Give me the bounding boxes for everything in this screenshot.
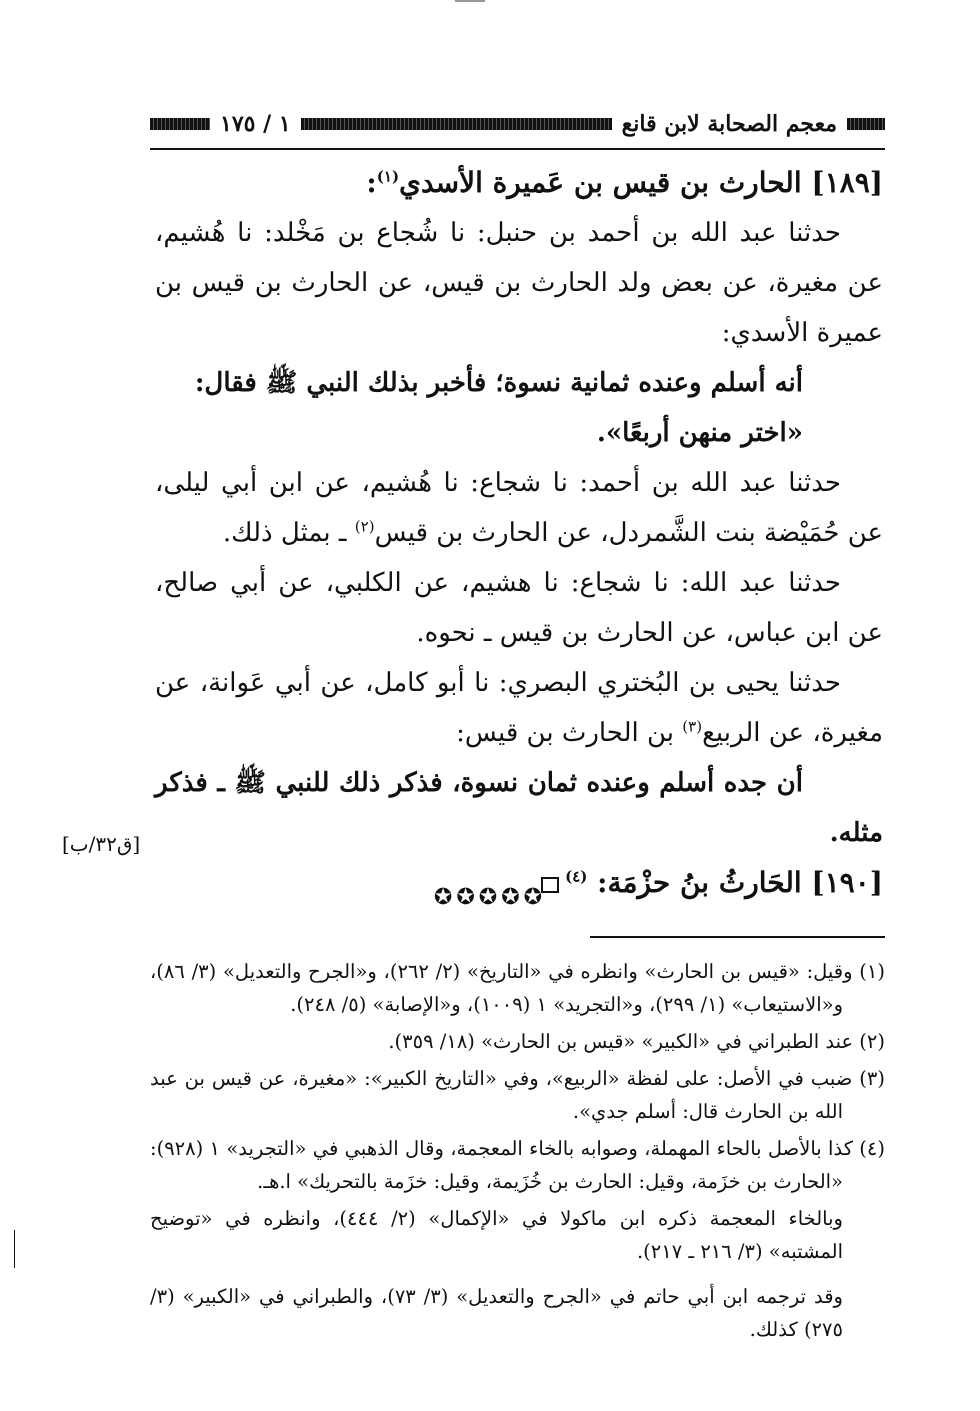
page-number: ١ / ١٧٥: [220, 111, 291, 137]
header-rule: [150, 148, 885, 150]
header-ornament: [150, 118, 210, 130]
main-text: [155, 158, 883, 908]
hadith-quote: «اختر منهن أربعًا».: [596, 418, 803, 448]
entry-heading: [١٩٠] الحَارثُ بنُ حزْمَة: $^{(٤)}$: [155, 858, 883, 908]
header-title: معجم الصحابة لابن قانع: [621, 111, 837, 137]
scan-mark: [455, 0, 485, 2]
manuscript-folio-note: [ق٣٢/ب]: [62, 832, 141, 856]
section-separator: ✪✪✪✪✪: [433, 885, 547, 910]
footnote-ref: (٣): [682, 717, 703, 736]
footnote: (٢) عند الطبراني في «الكبير» «قيس بن الحارث» (١٨/ ٣٥٩).: [388, 1030, 885, 1053]
paragraph: حدثنا عبد الله بن أحمد بن حنبل: نا شُجاع بن مَخْلد: نا هُشيم، عن مغيرة، عن بعض ولد الحارث بن قيس، عن الحارث بن قيس بن عميرة الأسدي:: [155, 218, 883, 348]
footnote-rule: [590, 936, 885, 938]
footnote: (٣) ضبب في الأصل: على لفظة «الربيع»، وفي «التاريخ الكبير»: «مغيرة، عن قيس بن عبد الله بن الحارث قال: أسلم جدي».: [150, 1067, 885, 1123]
footnote-ref: (١): [376, 167, 400, 186]
running-header: [150, 104, 885, 144]
paragraph: حدثنا يحيى بن البُختري البصري: نا أبو كامل، عن أبي عَوانة، عن مغيرة، عن الربيع$^{(٣)}$ بن الحارث بن قيس:: [155, 668, 883, 748]
footnote: (١) وقيل: «قيس بن الحارث» وانظره في «التاريخ» (٢/ ٢٦٢)، و«الجرح والتعديل» (٣/ ٨٦)، و«الاستيعاب» (١/ ٢٩٩)، و«التجريد» ١ (١٠٠٩)، و«الإصابة» (٥/ ٢٤٨).: [150, 960, 885, 1016]
footnotes: [150, 955, 885, 1346]
footnote-continuation: وبالخاء المعجمة ذكره ابن ماكولا في «الإكمال» (٢/ ٤٤٤)، وانظره في «توضيح المشتبه» (٣/ ٢١٦ ـ ٢١٧).: [150, 1207, 843, 1263]
footnote-ref: (٢): [354, 517, 375, 536]
paragraph: حدثنا عبد الله بن أحمد: نا شجاع: نا هُشيم، عن ابن أبي ليلى، عن حُمَيْضة بنت الشَّمردل، عن الحارث بن قيس$^{(٢)}$ ـ بمثل ذلك.: [155, 468, 883, 548]
footnote-ref: (٤): [565, 867, 588, 886]
header-ornament: [301, 118, 612, 130]
footnote-continuation: وقد ترجمه ابن أبي حاتم في «الجرح والتعديل» (٣/ ٧٣)، والطبراني في «الكبير» (٣/ ٢٧٥) كذلك.: [150, 1285, 843, 1341]
entry-heading: [١٨٩] الحارث بن قيس بن عَميرة الأسدي$^{(١)}$:: [366, 166, 883, 199]
paragraph: أن جده أسلم وعنده ثمان نسوة، فذكر ذلك للنبي ﷺ ـ فذكر مثله.: [155, 768, 883, 848]
header-ornament: [847, 118, 885, 130]
scan-edge-line: [14, 1230, 15, 1268]
paragraph: أنه أسلم وعنده ثمانية نسوة؛ فأخبر بذلك النبي ﷺ فقال:: [194, 368, 803, 398]
paragraph: حدثنا عبد الله: نا شجاع: نا هشيم، عن الكلبي، عن أبي صالح، عن ابن عباس، عن الحارث بن قيس ـ نحوه.: [155, 568, 883, 648]
footnote: (٤) كذا بالأصل بالحاء المهملة، وصوابه بالخاء المعجمة، وقال الذهبي في «التجريد» ١ (٩٢٨): «الحارث بن خزَمة، وقيل: الحارث بن خُزَيمة، وقيل: خزَمة بالتحريك» ا.هـ.: [150, 1137, 886, 1193]
